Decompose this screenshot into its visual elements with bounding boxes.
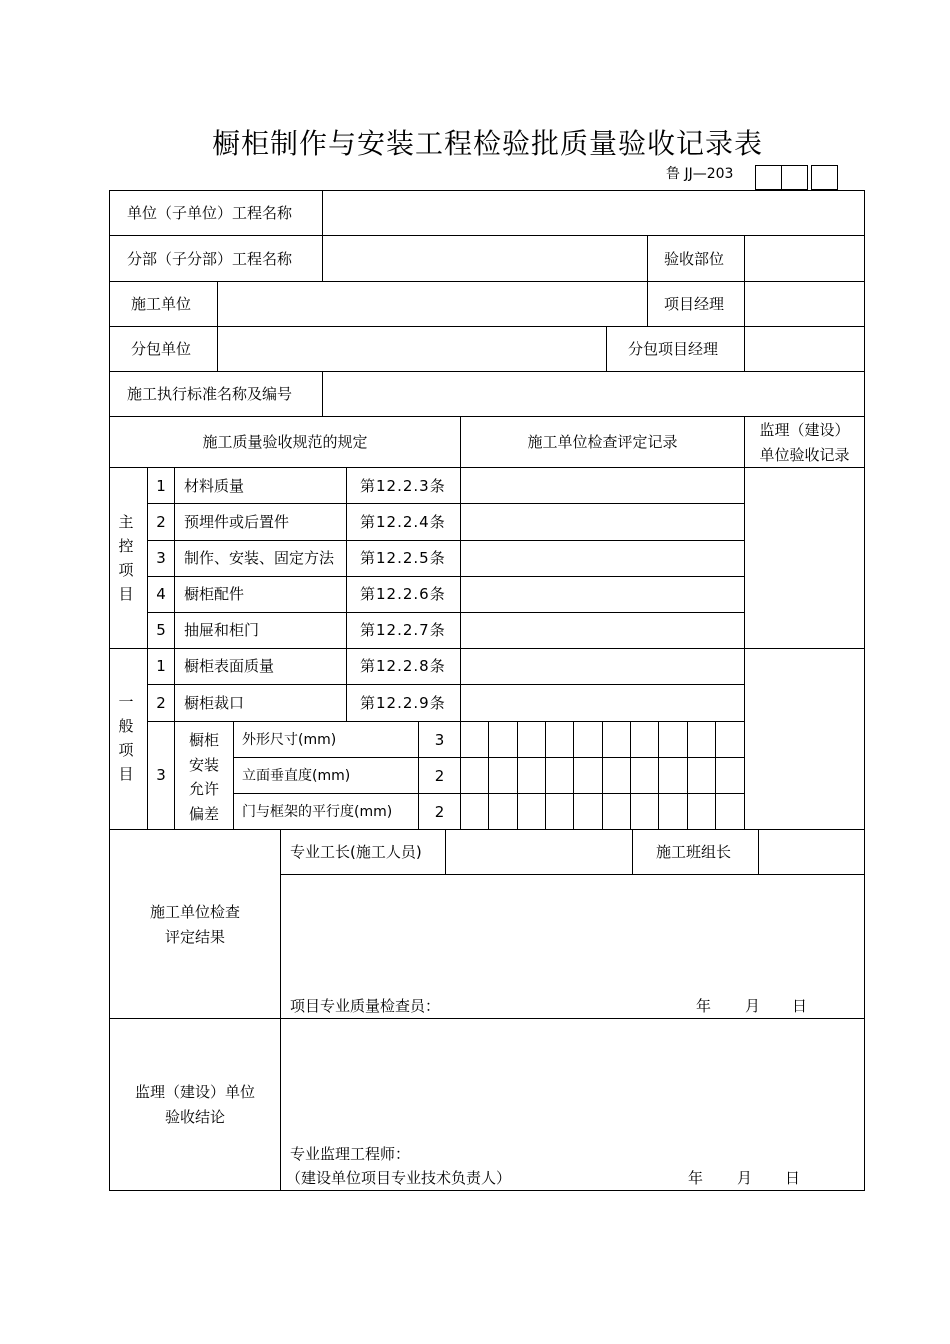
form-code: 鲁 JJ—203 — [666, 166, 734, 182]
project-manager-label: 项目经理 — [664, 295, 725, 313]
general-item-name: 橱柜表面质量 — [184, 657, 275, 675]
team-leader-field[interactable] — [759, 830, 864, 874]
general-char: 项 — [118, 741, 134, 759]
deviation-row-value: 2 — [434, 767, 445, 785]
general-item-name: 橱柜裁口 — [184, 694, 245, 712]
grid-divider — [715, 721, 716, 829]
table-border-left — [109, 190, 110, 1191]
main-item-no: 3 — [156, 549, 166, 567]
col-divider — [606, 326, 607, 371]
deviation-label-part: 安装 — [188, 755, 219, 774]
deviation-row-name: 立面垂直度(mm) — [242, 768, 351, 784]
main-control-char: 目 — [118, 585, 134, 603]
main-item-no: 5 — [156, 621, 166, 639]
col-divider — [632, 829, 633, 874]
team-leader-label: 施工班组长 — [656, 843, 732, 861]
form-title: 橱柜制作与安装工程检验批质量验收记录表 — [211, 127, 763, 160]
grid-divider — [630, 721, 631, 829]
table-border-bottom — [109, 1190, 865, 1191]
main-item-name: 制作、安装、固定方法 — [184, 549, 335, 567]
construction-result-field[interactable] — [281, 875, 864, 987]
main-control-supervision-field[interactable] — [745, 468, 864, 648]
general-item-clause: 第12.2.9条 — [360, 694, 446, 712]
grid-divider — [517, 721, 518, 829]
acceptance-part-label: 验收部位 — [664, 250, 725, 268]
deviation-row-value: 3 — [434, 731, 445, 749]
main-control-char: 控 — [118, 537, 134, 555]
supervision-engineer-label: 专业监理工程师： — [290, 1145, 411, 1163]
project-manager-field[interactable] — [745, 282, 864, 326]
standard-name-label: 施工执行标准名称及编号 — [127, 385, 293, 403]
deviation-label — [175, 728, 233, 826]
main-item-no: 4 — [156, 585, 166, 603]
supervision-day: 日 — [785, 1169, 801, 1187]
foreman-label: 专业工长(施工人员) — [290, 843, 422, 861]
grid-divider — [573, 721, 574, 829]
deviation-label-part: 偏差 — [188, 804, 219, 823]
check-record-column-header: 施工单位检查评定记录 — [527, 433, 678, 451]
inspector-label: 项目专业质量检查员： — [290, 997, 441, 1015]
main-control-label — [116, 510, 136, 606]
main-control-char: 主 — [118, 513, 134, 531]
general-supervision-field[interactable] — [745, 649, 864, 829]
supervision-column-header-line2: 单位验收记录 — [759, 446, 850, 464]
general-item-record-field[interactable] — [461, 649, 744, 684]
subcontract-unit-field[interactable] — [218, 327, 606, 371]
main-item-name: 抽屉和柜门 — [184, 621, 260, 639]
supervision-month: 月 — [737, 1169, 753, 1187]
grid-divider — [488, 721, 489, 829]
main-item-no: 1 — [156, 477, 166, 495]
subcontract-manager-label: 分包项目经理 — [628, 340, 719, 358]
supervision-column-header-line1: 监理（建设） — [759, 421, 850, 439]
row-divider — [147, 721, 744, 722]
general-item-clause: 第12.2.8条 — [360, 657, 446, 675]
main-item-no: 2 — [156, 513, 166, 531]
col-divider — [346, 467, 347, 721]
main-item-record-field[interactable] — [461, 468, 744, 503]
construction-result-label-line2: 评定结果 — [164, 928, 225, 946]
grid-divider — [545, 721, 546, 829]
unit-project-name-field[interactable] — [323, 191, 864, 235]
main-item-name: 橱柜配件 — [184, 585, 245, 603]
construction-year: 年 — [696, 997, 712, 1015]
code-box-1 — [755, 165, 782, 190]
main-item-clause: 第12.2.6条 — [360, 585, 446, 603]
construction-unit-field[interactable] — [218, 282, 647, 326]
main-item-record-field[interactable] — [461, 577, 744, 612]
supervision-result-label-line2: 验收结论 — [164, 1108, 225, 1126]
subcontract-unit-label: 分包单位 — [131, 340, 192, 358]
acceptance-part-field[interactable] — [745, 236, 864, 281]
grid-divider — [602, 721, 603, 829]
foreman-field[interactable] — [446, 830, 632, 874]
deviation-item-no: 3 — [156, 766, 166, 784]
sub-project-name-field[interactable] — [323, 236, 647, 281]
main-item-clause: 第12.2.4条 — [360, 513, 446, 531]
supervision-result-field[interactable] — [281, 1019, 864, 1139]
main-item-name: 预埋件或后置件 — [184, 513, 290, 531]
code-box-3 — [811, 165, 838, 190]
construction-month: 月 — [745, 997, 761, 1015]
supervision-year: 年 — [688, 1169, 704, 1187]
construction-result-label-line1: 施工单位检查 — [149, 903, 240, 921]
deviation-row-name: 外形尺寸(mm) — [242, 732, 337, 748]
table-border-right — [864, 190, 865, 1191]
deviation-label-part: 允许 — [188, 780, 219, 798]
construction-day: 日 — [792, 997, 808, 1015]
col-divider — [233, 721, 234, 829]
col-divider — [647, 235, 648, 326]
spec-column-header: 施工质量验收规范的规定 — [202, 433, 368, 451]
subcontract-manager-field[interactable] — [745, 327, 864, 371]
general-char: 目 — [118, 765, 134, 783]
general-item-no: 1 — [156, 657, 166, 675]
deviation-row-name: 门与框架的平行度(mm) — [242, 804, 393, 820]
deviation-row-value: 2 — [434, 803, 445, 821]
main-item-record-field[interactable] — [461, 613, 744, 648]
grid-divider — [687, 721, 688, 829]
tech-leader-label: （建设单位项目专业技术负责人） — [286, 1169, 512, 1187]
deviation-label-part: 橱柜 — [188, 731, 219, 749]
main-item-record-field[interactable] — [461, 541, 744, 576]
general-item-record-field[interactable] — [461, 685, 744, 721]
construction-unit-label: 施工单位 — [131, 295, 192, 313]
general-item-no: 2 — [156, 694, 166, 712]
general-char: 般 — [118, 717, 134, 735]
main-item-clause: 第12.2.5条 — [360, 549, 446, 567]
code-box-2 — [781, 165, 808, 190]
main-item-clause: 第12.2.3条 — [360, 477, 446, 495]
main-item-record-field[interactable] — [461, 504, 744, 540]
general-label — [116, 690, 136, 786]
main-item-name: 材料质量 — [184, 477, 245, 495]
main-control-char: 项 — [118, 561, 134, 579]
general-char: 一 — [118, 693, 134, 711]
grid-divider — [658, 721, 659, 829]
unit-project-name-label: 单位（子单位）工程名称 — [127, 204, 293, 222]
standard-name-field[interactable] — [323, 372, 864, 416]
main-item-clause: 第12.2.7条 — [360, 621, 446, 639]
supervision-result-label-line1: 监理（建设）单位 — [134, 1083, 255, 1101]
sub-project-name-label: 分部（子分部）工程名称 — [127, 250, 293, 268]
row-divider — [109, 416, 865, 417]
